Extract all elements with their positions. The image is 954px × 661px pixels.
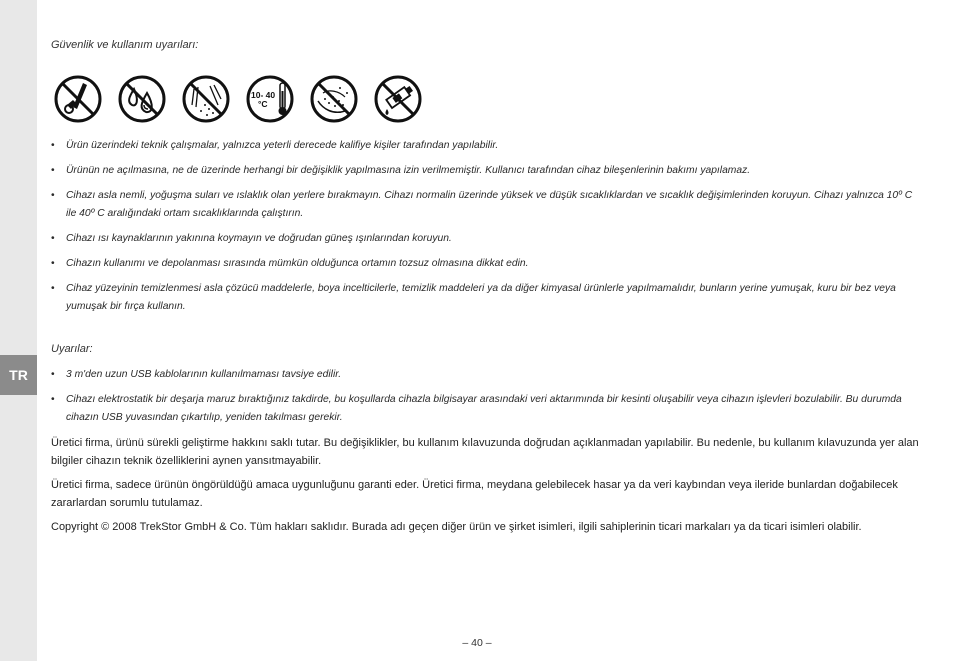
paragraph-copyright: Copyright © 2008 TrekStor GmbH & Co. Tüm hakları saklıdır. Burada adı geçen diğer ürün ve şirket isimleri, ilgili sahiplerinin ticari markaları ya da ticari isimleri olabilir.: [51, 521, 862, 533]
list-item: • Ürünün ne açılmasına, ne de üzerinde herhangi bir değişiklik yapılmasına izin verilmemiştir. Kullanıcı tarafından cihaz bileşenlerinin bakımı yapılamaz.: [51, 162, 921, 180]
side-strip: [0, 0, 37, 661]
list-item: • 3 m'den uzun USB kablolarının kullanılmaması tavsiye edilir.: [51, 366, 921, 384]
svg-text:10- 40: 10- 40: [251, 90, 276, 100]
paragraph-warranty: Üretici firma, sadece ürünün öngörüldüğü amaca uygunluğunu garanti eder. Üretici firma, meydana gelebilecek hasar ya da veri kaybından veya ileride bunlardan doğabilecek zararlardan sorumlu tutulamaz.: [51, 479, 898, 509]
warnings-heading: Uyarılar:: [51, 343, 93, 355]
svg-text:°C: °C: [258, 99, 268, 109]
language-tab: TR: [0, 355, 37, 395]
no-moisture-icon: [181, 75, 231, 123]
safety-icon-row: [53, 75, 921, 123]
no-chemicals-icon: [373, 75, 423, 123]
safety-heading: Güvenlik ve kullanım uyarıları:: [51, 39, 199, 51]
temperature-range-icon: [245, 75, 295, 123]
page-content: [51, 38, 921, 542]
no-tools-icon: [53, 75, 103, 123]
warnings-list: [51, 366, 921, 427]
list-item: • Cihazı elektrostatik bir deşarja maruz bıraktığınız takdirde, bu koşullarda cihazla bilgisayar arasındaki veri aktarımında bir kesinti oluşabilir veya cihazın işlevleri bozulabilir. Bu durumda cihazın USB yuvasından çıkartılıp, yeniden takılması gerekir.: [51, 391, 921, 427]
list-item: • Cihazın kullanımı ve depolanması sırasında mümkün olduğunca ortamın tozsuz olmasına dikkat edin.: [51, 255, 921, 273]
no-dust-icon: [309, 75, 359, 123]
safety-list: [51, 137, 921, 316]
list-item: • Ürün üzerindeki teknik çalışmalar, yalnızca yeterli derecede kalifiye kişiler tarafından yapılabilir.: [51, 137, 921, 155]
page-number: – 40 –: [462, 637, 492, 649]
list-item: • Cihazı asla nemli, yoğuşma suları ve ıslaklık olan yerlere bırakmayın. Cihazı normalin üzerinde yüksek ve düşük sıcaklıklardan ve sıcaklık değişimlerinden koruyun. Cihazı yalnızca 10º C ile 40º C aralığındaki ortam sıcaklıklarında çalıştırın.: [51, 187, 921, 223]
paragraph-changes: Üretici firma, ürünü sürekli geliştirme hakkını saklı tutar. Bu değişiklikler, bu kullanım kılavuzunda doğrudan açıklanmadan yapılabilir. Bu nedenle, bu kullanım kılavuzunda yer alan bilgiler cihazın teknik özelliklerini aynen yansıtmayabilir.: [51, 437, 919, 467]
no-liquids-icon: [117, 75, 167, 123]
list-item: • Cihaz yüzeyinin temizlenmesi asla çözücü maddelerle, boya incelticilerle, temizlik maddeleri ya da diğer kimyasal ürünlerle yapılmamalıdır, bunların yerine yumuşak, kuru bir bez veya yumuşak bir fırça kullanın.: [51, 280, 921, 316]
list-item: • Cihazı ısı kaynaklarının yakınına koymayın ve doğrudan güneş ışınlarından koruyun.: [51, 230, 921, 248]
